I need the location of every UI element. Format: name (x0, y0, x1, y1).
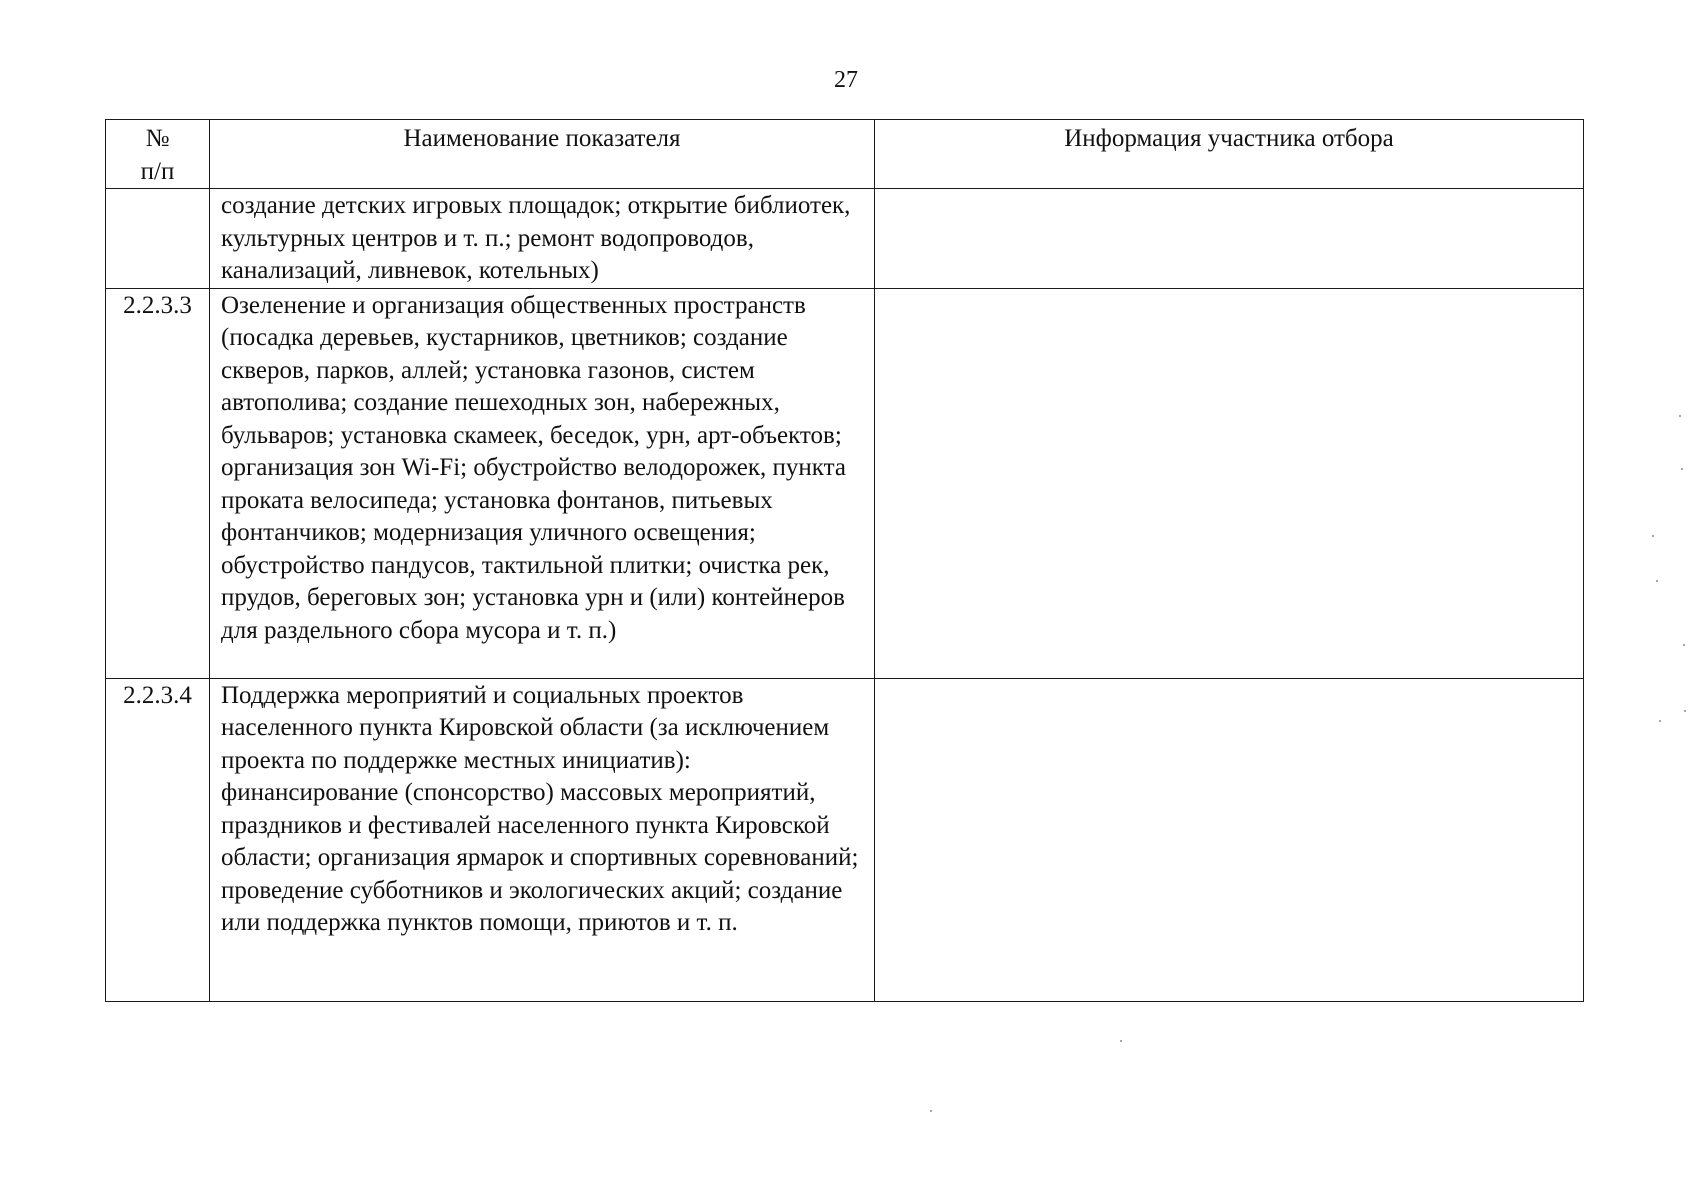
scan-speck (1683, 644, 1685, 646)
scan-speck (1659, 720, 1661, 722)
row-participant-info (875, 189, 1584, 289)
header-number (106, 120, 210, 189)
scan-speck (1656, 580, 1658, 582)
header-indicator: Наименование показателя (210, 120, 875, 189)
header-number-symbol: № (145, 125, 170, 152)
scan-speck (930, 1110, 932, 1112)
row-indicator: Поддержка мероприятий и социальных проектов населенного пункта Кировской области (за исключением проекта по поддержке местных инициатив): финансирование (спонсорство) массовых мероприятий, праздников и фестивалей населенного пункта Кировской области; организация ярмарок и спортивных соревнований; проведение субботников и экологических акций; создание или поддержка пунктов помощи, приютов и т. п. (210, 678, 875, 1001)
row-number: 2.2.3.4 (106, 678, 210, 1001)
table-header-row (106, 120, 1584, 189)
page-number: 27 (834, 67, 858, 93)
row-number (106, 189, 210, 289)
row-indicator: создание детских игровых площадок; открытие библиотек, культурных центров и т. п.; ремонт водопроводов, канализаций, ливневок, котельных) (210, 189, 875, 289)
scan-speck (1684, 710, 1686, 712)
scan-speck (1679, 415, 1681, 417)
row-participant-info (875, 288, 1584, 678)
indicator-table (105, 119, 1584, 1002)
header-number-abbrev: п/п (140, 157, 175, 185)
scan-speck (1681, 468, 1683, 470)
header-participant-info: Информация участника отбора (875, 120, 1584, 189)
row-indicator: Озеленение и организация общественных пространств (посадка деревьев, кустарников, цветников; создание скверов, парков, аллей; установка газонов, систем автополива; создание пешеходных зон, набережных, бульваров; установка скамеек, беседок, урн, арт-объектов; организация зон Wi-Fi; обустройство велодорожек, пункта проката велосипеда; установка фонтанов, питьевых фонтанчиков; модернизация уличного освещения; обустройство пандусов, тактильной плитки; очистка рек, прудов, береговых зон; установка урн и (или) контейнеров для раздельного сбора мусора и т. п.) (210, 288, 875, 678)
scan-speck (1120, 1040, 1122, 1042)
scan-speck (1652, 535, 1654, 537)
table-row (106, 189, 1584, 289)
row-number: 2.2.3.3 (106, 288, 210, 678)
table-row (106, 678, 1584, 1001)
row-participant-info (875, 678, 1584, 1001)
table-row (106, 288, 1584, 678)
